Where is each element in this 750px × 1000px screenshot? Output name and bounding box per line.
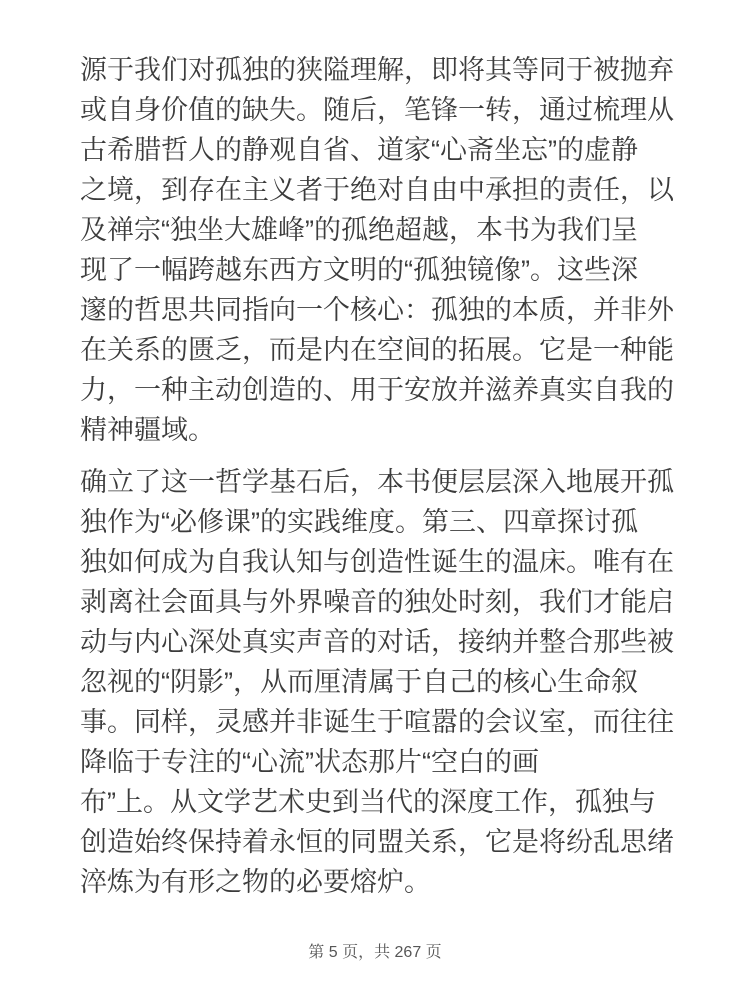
text-line: 独作为“必修课”的实践维度。第三、四章探讨孤 <box>80 507 638 537</box>
page-indicator: 第 5 页，共 267 页 <box>308 944 442 961</box>
text-line: 之境，到存在主义者于绝对自由中承担的责任，以 <box>80 175 674 205</box>
text-line: 或自身价值的缺失。随后，笔锋一转，通过梳理从 <box>80 95 674 125</box>
text-line: 剥离社会面具与外界噪音的独处时刻，我们才能启 <box>80 587 674 617</box>
text-line: 古希腊哲人的静观自省、道家“心斋坐忘”的虚静 <box>80 135 638 165</box>
text-line: 动与内心深处真实声音的对话，接纳并整合那些被 <box>80 627 674 657</box>
text-line: 事。同样，灵感并非诞生于喧嚣的会议室，而往往 <box>80 707 674 737</box>
paragraph-2 <box>80 462 680 902</box>
text-line: 力，一种主动创造的、用于安放并滋养真实自我的 <box>80 375 674 405</box>
page-content <box>80 50 680 902</box>
text-line: 确立了这一哲学基石后，本书便层层深入地展开孤 <box>80 467 674 497</box>
text-line: 源于我们对孤独的狭隘理解，即将其等同于被抛弃 <box>80 55 674 85</box>
text-line: 布”上。从文学艺术史到当代的深度工作，孤独与 <box>80 787 656 817</box>
text-line: 淬炼为有形之物的必要熔炉。 <box>80 867 431 897</box>
text-line: 降临于专注的“心流”状态那片“空白的画 <box>80 747 539 777</box>
text-line: 独如何成为自我认知与创造性诞生的温床。唯有在 <box>80 547 674 577</box>
text-line: 创造始终保持着永恒的同盟关系，它是将纷乱思绪 <box>80 827 674 857</box>
text-line: 现了一幅跨越东西方文明的“孤独镜像”。这些深 <box>80 255 638 285</box>
text-line: 及禅宗“独坐大雄峰”的孤绝超越，本书为我们呈 <box>80 215 638 245</box>
text-line: 忽视的“阴影”，从而厘清属于自己的核心生命叙 <box>80 667 638 697</box>
text-line: 在关系的匮乏，而是内在空间的拓展。它是一种能 <box>80 335 674 365</box>
paragraph-1 <box>80 50 680 450</box>
text-line: 邃的哲思共同指向一个核心：孤独的本质，并非外 <box>80 295 674 325</box>
text-line: 精神疆域。 <box>80 415 215 445</box>
